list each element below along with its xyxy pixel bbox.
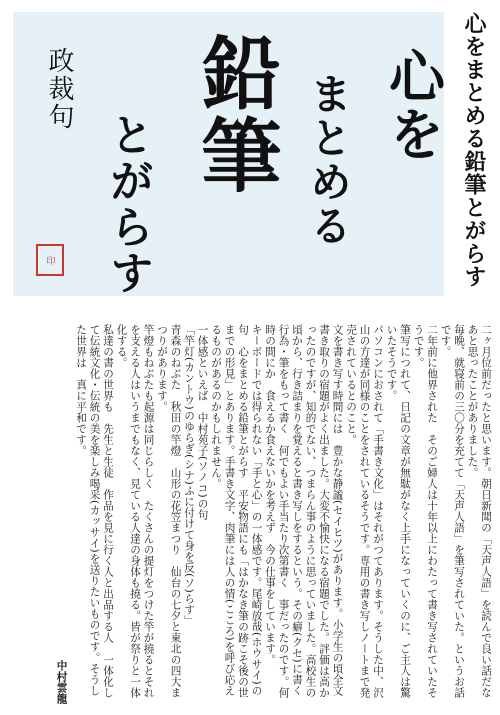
paragraph: キーボードでは得られない「手と心」の一体感です。尾崎放哉(ホウサイ)の句 心をまとめる鉛筆とがらす 平安物語にも「はかなき筆の跡こそ後の世までの形見」とあります。手書き文字、肉筆には人の情(こころ)を呼び応えるものがあるのかもしれません。	[210, 324, 263, 698]
essay-body	[22, 324, 492, 704]
paragraph: 文を書き写す時間には 豊かな静謐(セイヒツ)があります。小学生の頃全文書き取りの宿題がよく出ました。大変不愉快になる宿題でした。評価は高かったのですが、知的でない、つまらん事のように思っていました。高校生の頃から、行き詰まりを覚えると書き写しをするという。その癖(クセ)に書く行為・筆をもって書く 何でもよい手当たり次第書く 事だったのです。何時の間にか 食えるか食えないかを考えず 今の仕事をしています。	[264, 324, 344, 698]
paragraph: 毎晩、就寝前の三〇分を充てて「天声人語」を筆写されていた。というお話です。	[439, 324, 465, 698]
calligraphy-signature: 政裁句	[44, 47, 74, 131]
calligraphy-column-2: まとめる	[304, 72, 353, 248]
paragraph: 竿燈もねぶたも起源は同じらしく たくさんの提灯をつけた竿が撓るとそれを支える人はいうまでもなく、見ている人達の身体も撓る。皆が祭りと一体化する。	[115, 324, 155, 698]
calligraphy-column-4: とがらす	[102, 112, 153, 296]
calligraphy-column-3: 鉛筆	[188, 32, 282, 196]
red-seal-stamp: 印	[36, 244, 64, 276]
paragraph: 二年前に他界された そのご婦人は十年以上にわたって書き写されていたそうです。	[412, 324, 438, 698]
paragraph: 筆写につれて、日記の文章が無駄がなく上手になっていくのに、ご主人は驚いたそうです。	[385, 324, 411, 698]
author-name: 中村雲龍	[55, 660, 68, 704]
paragraph: 青森のねぶた 秋田の竿燈 山形の花笠まつり 仙台の七夕と東北の四大まつりがあります。	[156, 324, 182, 698]
paragraph: 一体感といえば 中村苑子(ソノコ)の句	[196, 324, 209, 521]
calligraphy-column-1: 心を	[380, 47, 446, 163]
paragraph: パソコンにおされて「手書き文化」はそれがつてあります。そうした中、沢山の方達が同様のことをされているそうです。専用の書き写しノートまで発売されているとのこと。	[345, 324, 384, 698]
paragraph: 二ヶ月位前だったと思います。朝日新聞の「天声人語」を読んで良い話だなあと思ったことがありました。	[466, 324, 492, 698]
page-title: 心をまとめる鉛筆とがらす	[461, 12, 487, 288]
paragraph: 「竿灯(カントウ)のゆらぎ(シナ)ふに付けて身を反(ソ)らす」	[183, 324, 195, 627]
paragraph: 私達の書の世界も 先生と生徒 作品を見に行く人と出品する人 一体化して伝統文化・伝統の美を楽しみ喝采(カッサイ)を送りたいものです。そうした世界は 真に平和です。	[75, 324, 114, 698]
calligraphy-artwork	[13, 12, 444, 296]
